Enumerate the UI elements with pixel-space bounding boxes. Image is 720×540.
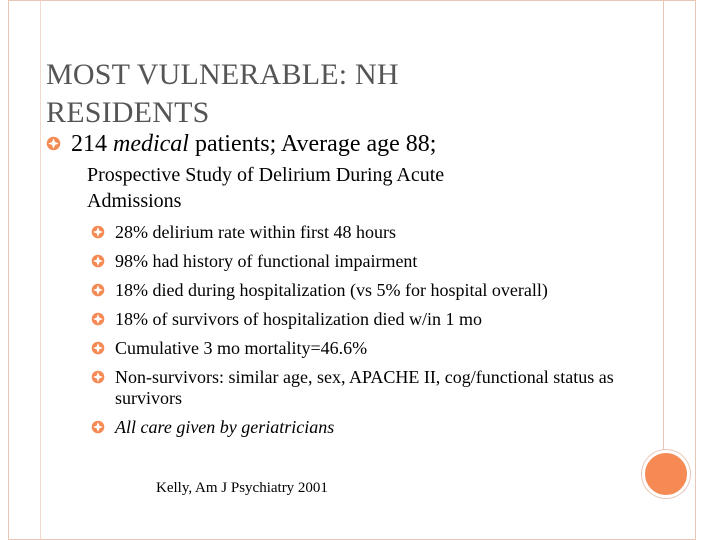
main-bullet-suffix: patients; Average age 88;: [188, 131, 437, 157]
slide-content: [46, 130, 646, 446]
orange-flower-icon: [91, 254, 106, 269]
main-bullet-prefix: 214: [71, 131, 113, 157]
list-item: [89, 338, 615, 359]
title-line-2: RESIDENTS: [46, 96, 210, 130]
list-item: [89, 417, 615, 438]
orange-flower-icon: [91, 420, 106, 435]
subtitle-line-1: Prospective Study of Delirium During Acute: [87, 164, 445, 186]
list-item-text: Cumulative 3 mo mortality=46.6%: [115, 338, 368, 358]
sub-bullet-list: [46, 222, 646, 438]
orange-flower-icon: [91, 283, 106, 298]
list-item: [89, 280, 615, 301]
list-item-text: 28% delirium rate within first 48 hours: [115, 222, 396, 242]
list-item: [89, 251, 615, 272]
orange-flower-icon: [91, 312, 106, 327]
list-item-text: 98% had history of functional impairment: [115, 251, 418, 271]
study-description: [87, 162, 646, 214]
main-bullet-italic: medical: [113, 131, 189, 157]
list-item-text: All care given by geriatricians: [115, 417, 335, 437]
list-item-text: 18% died during hospitalization (vs 5% for hospital overall): [115, 280, 548, 300]
orange-flower-icon: [91, 370, 106, 385]
list-item: [89, 367, 615, 409]
list-item-text: Non-survivors: similar age, sex, APACHE II, cog/functional status as survivors: [115, 367, 614, 408]
main-bullet: [46, 130, 646, 214]
frame-right-line: [663, 0, 664, 450]
orange-flower-icon: [91, 225, 106, 240]
citation: Kelly, Am J Psychiatry 2001: [156, 480, 328, 496]
slide-title: [46, 56, 606, 132]
subtitle-line-2: Admissions: [87, 190, 182, 212]
orange-flower-icon: [91, 341, 106, 356]
frame-left-inner-line: [40, 0, 41, 540]
title-line-1: MOST VULNERABLE: NH: [46, 58, 399, 92]
list-item-text: 18% of survivors of hospitalization died w/in 1 mo: [115, 309, 482, 329]
decorative-circle: [642, 450, 690, 498]
list-item: [89, 222, 615, 243]
frame-top-line: [8, 0, 696, 1]
list-item: [89, 309, 615, 330]
orange-flower-icon: [46, 136, 61, 151]
